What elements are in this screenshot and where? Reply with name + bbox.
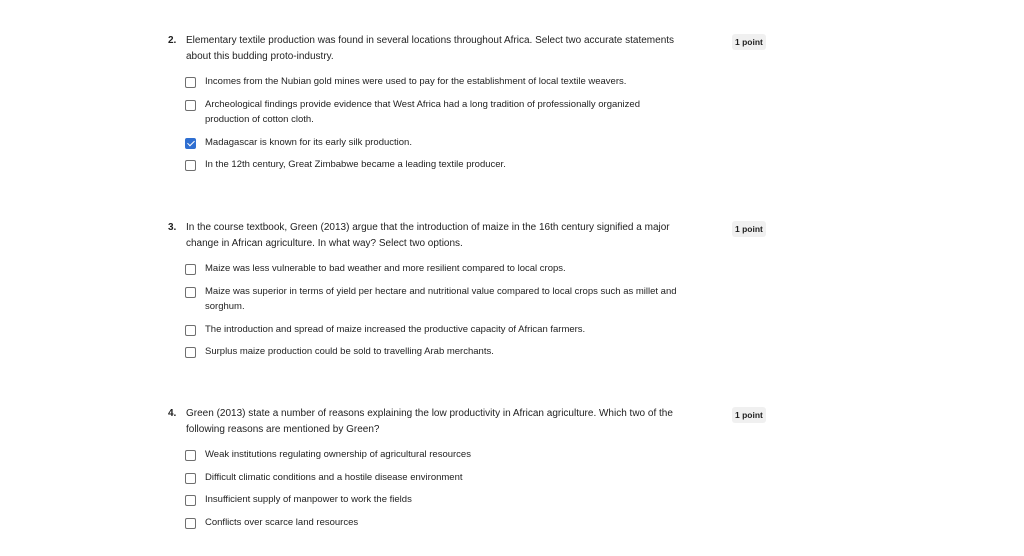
option-checkbox[interactable]	[185, 75, 768, 90]
option-label: Weak institutions regulating ownership of agricultural resources	[205, 449, 471, 460]
question-header	[168, 220, 768, 251]
checkbox-unchecked-icon[interactable]	[185, 450, 196, 461]
option-checkbox[interactable]	[185, 471, 768, 486]
option-checkbox[interactable]	[185, 285, 768, 315]
option-label: Maize was less vulnerable to bad weather and more resilient compared to local crops.	[205, 263, 566, 274]
question-4	[168, 406, 768, 538]
checkbox-unchecked-icon[interactable]	[185, 473, 196, 484]
option-checkbox[interactable]	[185, 158, 768, 173]
option-label: Insufficient supply of manpower to work the fields	[205, 494, 412, 505]
question-header	[168, 406, 768, 437]
question-number: 2.	[168, 35, 177, 46]
question-text: Elementary textile production was found in several locations throughout Africa. Select two accurate statements about this budding proto-industry.	[186, 35, 675, 62]
checkbox-unchecked-icon[interactable]	[185, 347, 196, 358]
points-badge: 1 point	[732, 221, 766, 237]
option-label: Archeological findings provide evidence that West Africa had a long tradition of professionally organized production of cotton cloth.	[205, 98, 640, 125]
option-checkbox[interactable]	[185, 516, 768, 531]
checkbox-unchecked-icon[interactable]	[185, 77, 196, 88]
question-header	[168, 33, 768, 64]
checkbox-unchecked-icon[interactable]	[185, 518, 196, 529]
checkbox-unchecked-icon[interactable]	[185, 325, 196, 336]
checkbox-checked-icon[interactable]	[185, 138, 196, 149]
checkbox-unchecked-icon[interactable]	[185, 160, 196, 171]
checkbox-unchecked-icon[interactable]	[185, 264, 196, 275]
option-checkbox[interactable]	[185, 98, 768, 128]
checkbox-unchecked-icon[interactable]	[185, 100, 196, 111]
option-label: In the 12th century, Great Zimbabwe became a leading textile producer.	[205, 159, 506, 170]
option-checkbox[interactable]	[185, 448, 768, 463]
options-list	[185, 448, 768, 530]
option-checkbox[interactable]	[185, 493, 768, 508]
options-list	[185, 75, 768, 173]
option-checkbox[interactable]	[185, 136, 768, 151]
option-label: Conflicts over scarce land resources	[205, 516, 359, 528]
checkbox-unchecked-icon[interactable]	[185, 287, 196, 298]
question-3	[168, 220, 768, 368]
question-text: Green (2013) state a number of reasons explaining the low productivity in African agriculture. Which two of the following reasons are mentioned by Green?	[186, 408, 673, 435]
option-label: Surplus maize production could be sold to travelling Arab merchants.	[205, 346, 494, 357]
question-number: 3.	[168, 222, 177, 233]
points-badge: 1 point	[732, 407, 766, 423]
option-checkbox[interactable]	[185, 345, 768, 360]
options-list	[185, 262, 768, 360]
points-badge: 1 point	[732, 34, 766, 50]
option-label: Madagascar is known for its early silk production.	[205, 136, 412, 148]
question-number: 4.	[168, 408, 177, 419]
checkbox-unchecked-icon[interactable]	[185, 495, 196, 506]
question-2	[168, 33, 768, 181]
option-checkbox[interactable]	[185, 262, 768, 277]
option-label: Difficult climatic conditions and a hostile disease environment	[205, 471, 463, 483]
option-label: Maize was superior in terms of yield per hectare and nutritional value compared to local crops such as millet and sorghum.	[205, 285, 677, 312]
question-text: In the course textbook, Green (2013) argue that the introduction of maize in the 16th century signified a major change in African agriculture. In what way? Select two options.	[186, 222, 670, 249]
option-label: The introduction and spread of maize increased the productive capacity of African farmers.	[205, 323, 586, 335]
option-label: Incomes from the Nubian gold mines were used to pay for the establishment of local textile weavers.	[205, 76, 627, 87]
option-checkbox[interactable]	[185, 323, 768, 338]
